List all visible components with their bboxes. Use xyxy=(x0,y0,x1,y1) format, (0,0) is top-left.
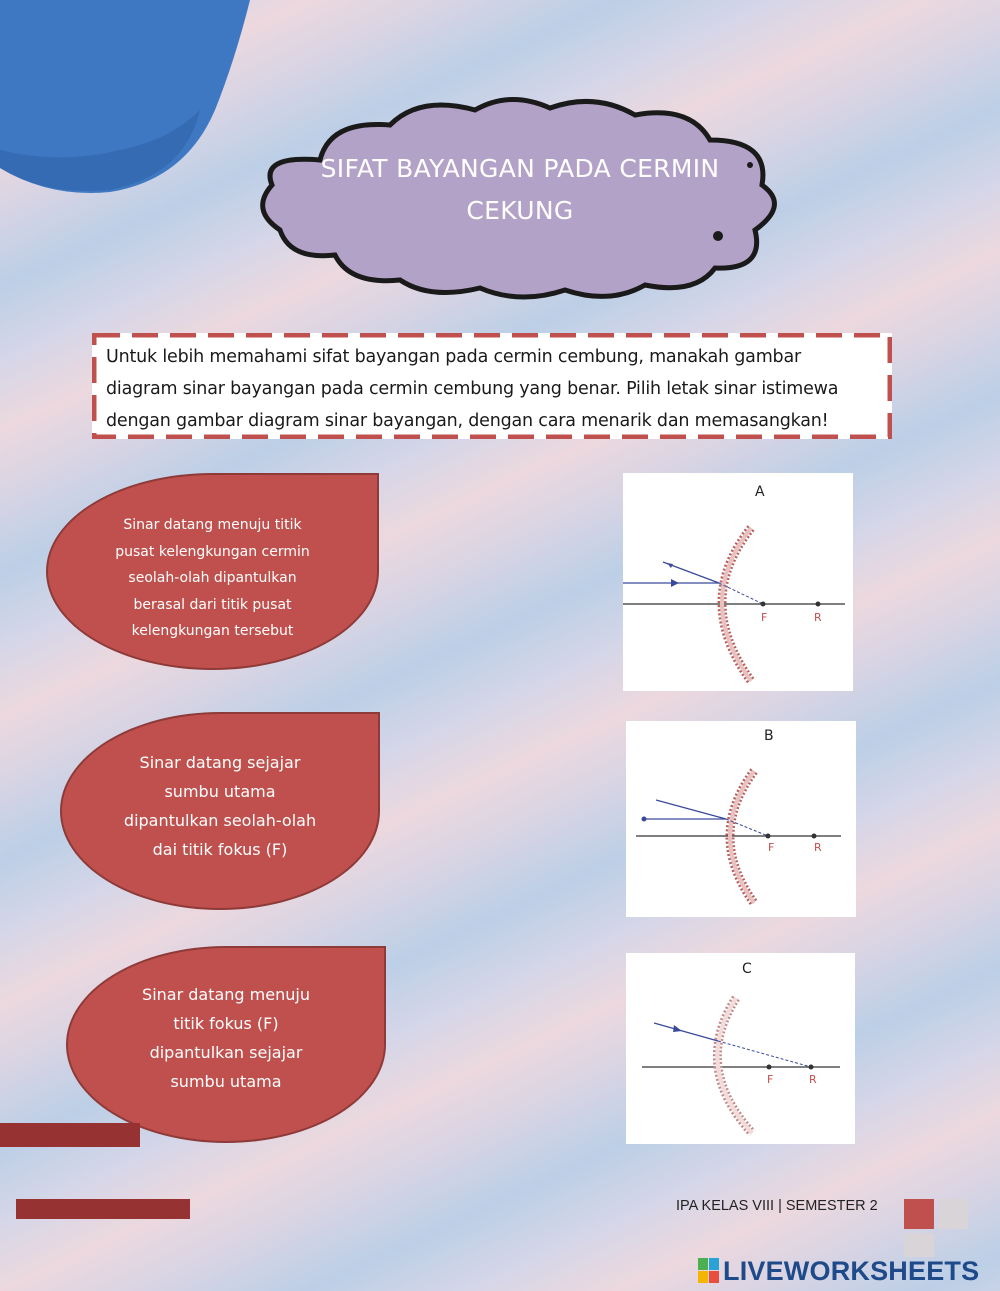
instruction-box xyxy=(92,333,892,439)
page-title xyxy=(290,148,750,232)
footer-square-grey xyxy=(938,1199,968,1229)
diagram-a-center-label: R xyxy=(814,611,822,624)
diagram-c-center-label: R xyxy=(809,1073,817,1086)
drag-item-3-line: sumbu utama xyxy=(170,1071,282,1091)
drag-item-3-text xyxy=(116,980,336,1096)
drag-item-3-line: Sinar datang menuju xyxy=(142,984,310,1004)
drag-item-3-line: titik fokus (F) xyxy=(173,1013,279,1033)
diagram-a-label: A xyxy=(755,484,765,500)
footer-class-semester: IPA KELAS VIII | SEMESTER 2 xyxy=(676,1198,878,1214)
instruction-line-3: dengan gambar diagram sinar bayangan, dengan cara menarik dan memasangkan! xyxy=(106,411,829,431)
diagram-a-drop-target[interactable] xyxy=(623,473,853,691)
mirror-diagram-b xyxy=(626,721,856,917)
diagram-c-drop-target[interactable] xyxy=(626,953,855,1144)
diagram-c-label: C xyxy=(742,961,752,977)
drag-item-1-line: Sinar datang menuju titik xyxy=(123,517,302,534)
liveworksheets-wordmark: LIVEWORKSHEETS xyxy=(723,1255,980,1286)
drag-item-3-line: dipantulkan sejajar xyxy=(149,1042,303,1062)
drag-item-2-text xyxy=(110,748,330,864)
diagram-b-drop-target[interactable] xyxy=(626,721,856,917)
page-title-line-1: SIFAT BAYANGAN PADA CERMIN xyxy=(320,154,720,183)
diagram-b-center-label: R xyxy=(814,841,822,854)
footer-square-grey-bottom xyxy=(904,1233,934,1257)
mirror-diagram-c xyxy=(626,953,855,1144)
mirror-diagram-a xyxy=(623,473,853,691)
drag-item-2-line: sumbu utama xyxy=(164,782,276,801)
instruction-line-2: diagram sinar bayangan pada cermin cembung yang benar. Pilih letak sinar istimewa xyxy=(106,379,839,399)
liveworksheets-logo-icon xyxy=(698,1258,720,1284)
decorative-bar-left xyxy=(0,1123,140,1147)
drag-item-1-line: seolah-olah dipantulkan xyxy=(128,570,297,587)
instruction-line-1: Untuk lebih memahami sifat bayangan pada cermin cembung, manakah gambar xyxy=(106,347,801,367)
corner-decoration xyxy=(0,0,260,200)
liveworksheets-brand xyxy=(698,1255,979,1287)
drag-item-2-line: dai titik fokus (F) xyxy=(152,840,288,859)
diagram-c-focus-label: F xyxy=(767,1073,774,1086)
decorative-bar-footer xyxy=(16,1199,190,1219)
diagram-a-focus-label: F xyxy=(761,611,768,624)
diagram-b-label: B xyxy=(764,728,774,744)
drag-item-2[interactable] xyxy=(60,712,380,910)
page-title-line-2: CEKUNG xyxy=(466,196,574,225)
drag-item-2-line: dipantulkan seolah-olah xyxy=(123,811,317,830)
drag-item-1-line: kelengkungan tersebut xyxy=(131,623,294,640)
drag-item-3[interactable] xyxy=(66,946,386,1143)
footer-square-red xyxy=(904,1199,934,1229)
drag-item-1-line: pusat kelengkungan cermin xyxy=(115,543,310,560)
instruction-text xyxy=(106,341,876,437)
diagram-b-focus-label: F xyxy=(768,841,775,854)
drag-item-1-text xyxy=(98,512,328,645)
drag-item-1-line: berasal dari titik pusat xyxy=(133,596,292,613)
drag-item-1[interactable] xyxy=(46,473,379,670)
drag-item-2-line: Sinar datang sejajar xyxy=(139,753,301,772)
